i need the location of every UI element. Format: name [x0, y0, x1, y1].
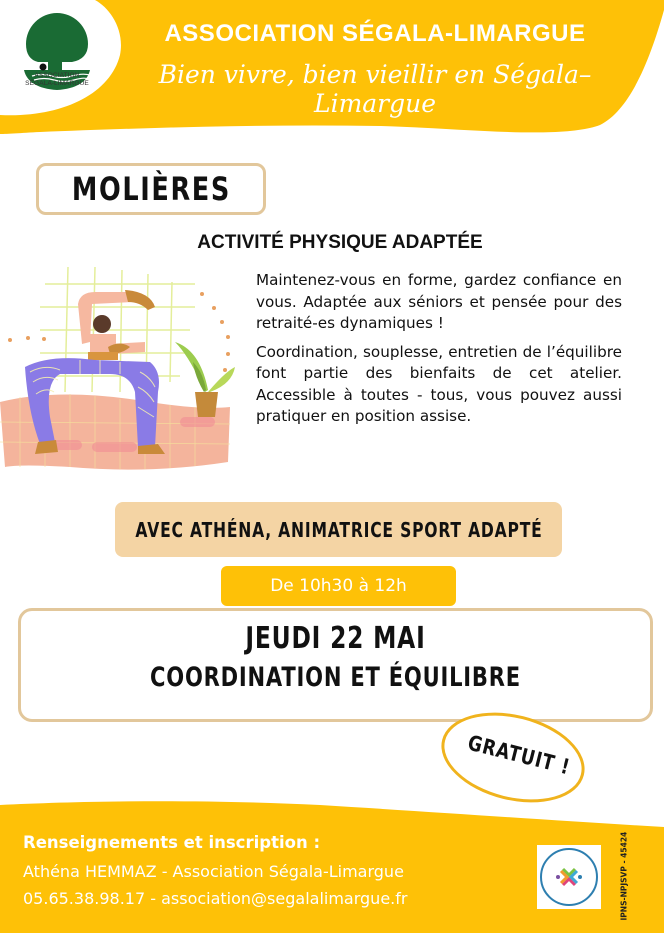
free-badge: [440, 715, 586, 800]
time-badge: [221, 566, 456, 606]
description-paragraph-1: Maintenez-vous en forme, gardez confiance en vous. Adaptée aux séniors et pensée pour des retraité-es dynamiques !: [256, 271, 622, 332]
instructor-banner: [115, 502, 562, 557]
date-box: [18, 608, 653, 722]
logo-caption-line1: ASSOCIATION: [34, 72, 80, 79]
footer-heading: Renseignements et inscription :: [23, 833, 321, 852]
association-title: ASSOCIATION SÉGALA-LIMARGUE: [164, 20, 586, 47]
time-label: De 10h30 à 12h: [270, 576, 407, 596]
contact-name: Athéna HEMMAZ - Association Ségala-Limargue: [23, 862, 404, 881]
logo-caption: [10, 72, 104, 88]
description-paragraph-2: Coordination, souplesse, entretien de l’équilibre font partie des bienfaits de cet atelier. Accessible à toutes - tous, vous pouvez aussi pratiquer en position assise.: [256, 342, 622, 425]
town-name: MOLIÈRES: [71, 170, 231, 208]
contact-phone-email[interactable]: 05.65.38.98.17 - association@segalalimargue.fr: [23, 889, 408, 908]
tagline: Bien vivre, bien vieillir en Ségala–Limargue: [158, 60, 592, 118]
town-box: [36, 163, 266, 215]
partner-logo-icon: [555, 863, 583, 891]
activity-title: ACTIVITÉ PHYSIQUE ADAPTÉE: [197, 232, 483, 253]
event-theme: COORDINATION ET ÉQUILIBRE: [150, 662, 521, 693]
legal-code: IPNS-NPJSVP - 45424: [619, 831, 629, 921]
free-badge-label: GRATUIT !: [465, 730, 573, 780]
association-logo: [12, 4, 102, 104]
exercise-illustration: [0, 262, 250, 472]
legal-notice: [614, 831, 634, 921]
event-date: JEUDI 22 MAI: [245, 621, 426, 656]
instructor-label: AVEC ATHÉNA, ANIMATRICE SPORT ADAPTÉ: [134, 517, 543, 542]
activity-description: [256, 270, 622, 435]
partner-badge: [537, 845, 601, 909]
logo-caption-line2: SÉGALA-LIMARGUE: [25, 80, 89, 87]
